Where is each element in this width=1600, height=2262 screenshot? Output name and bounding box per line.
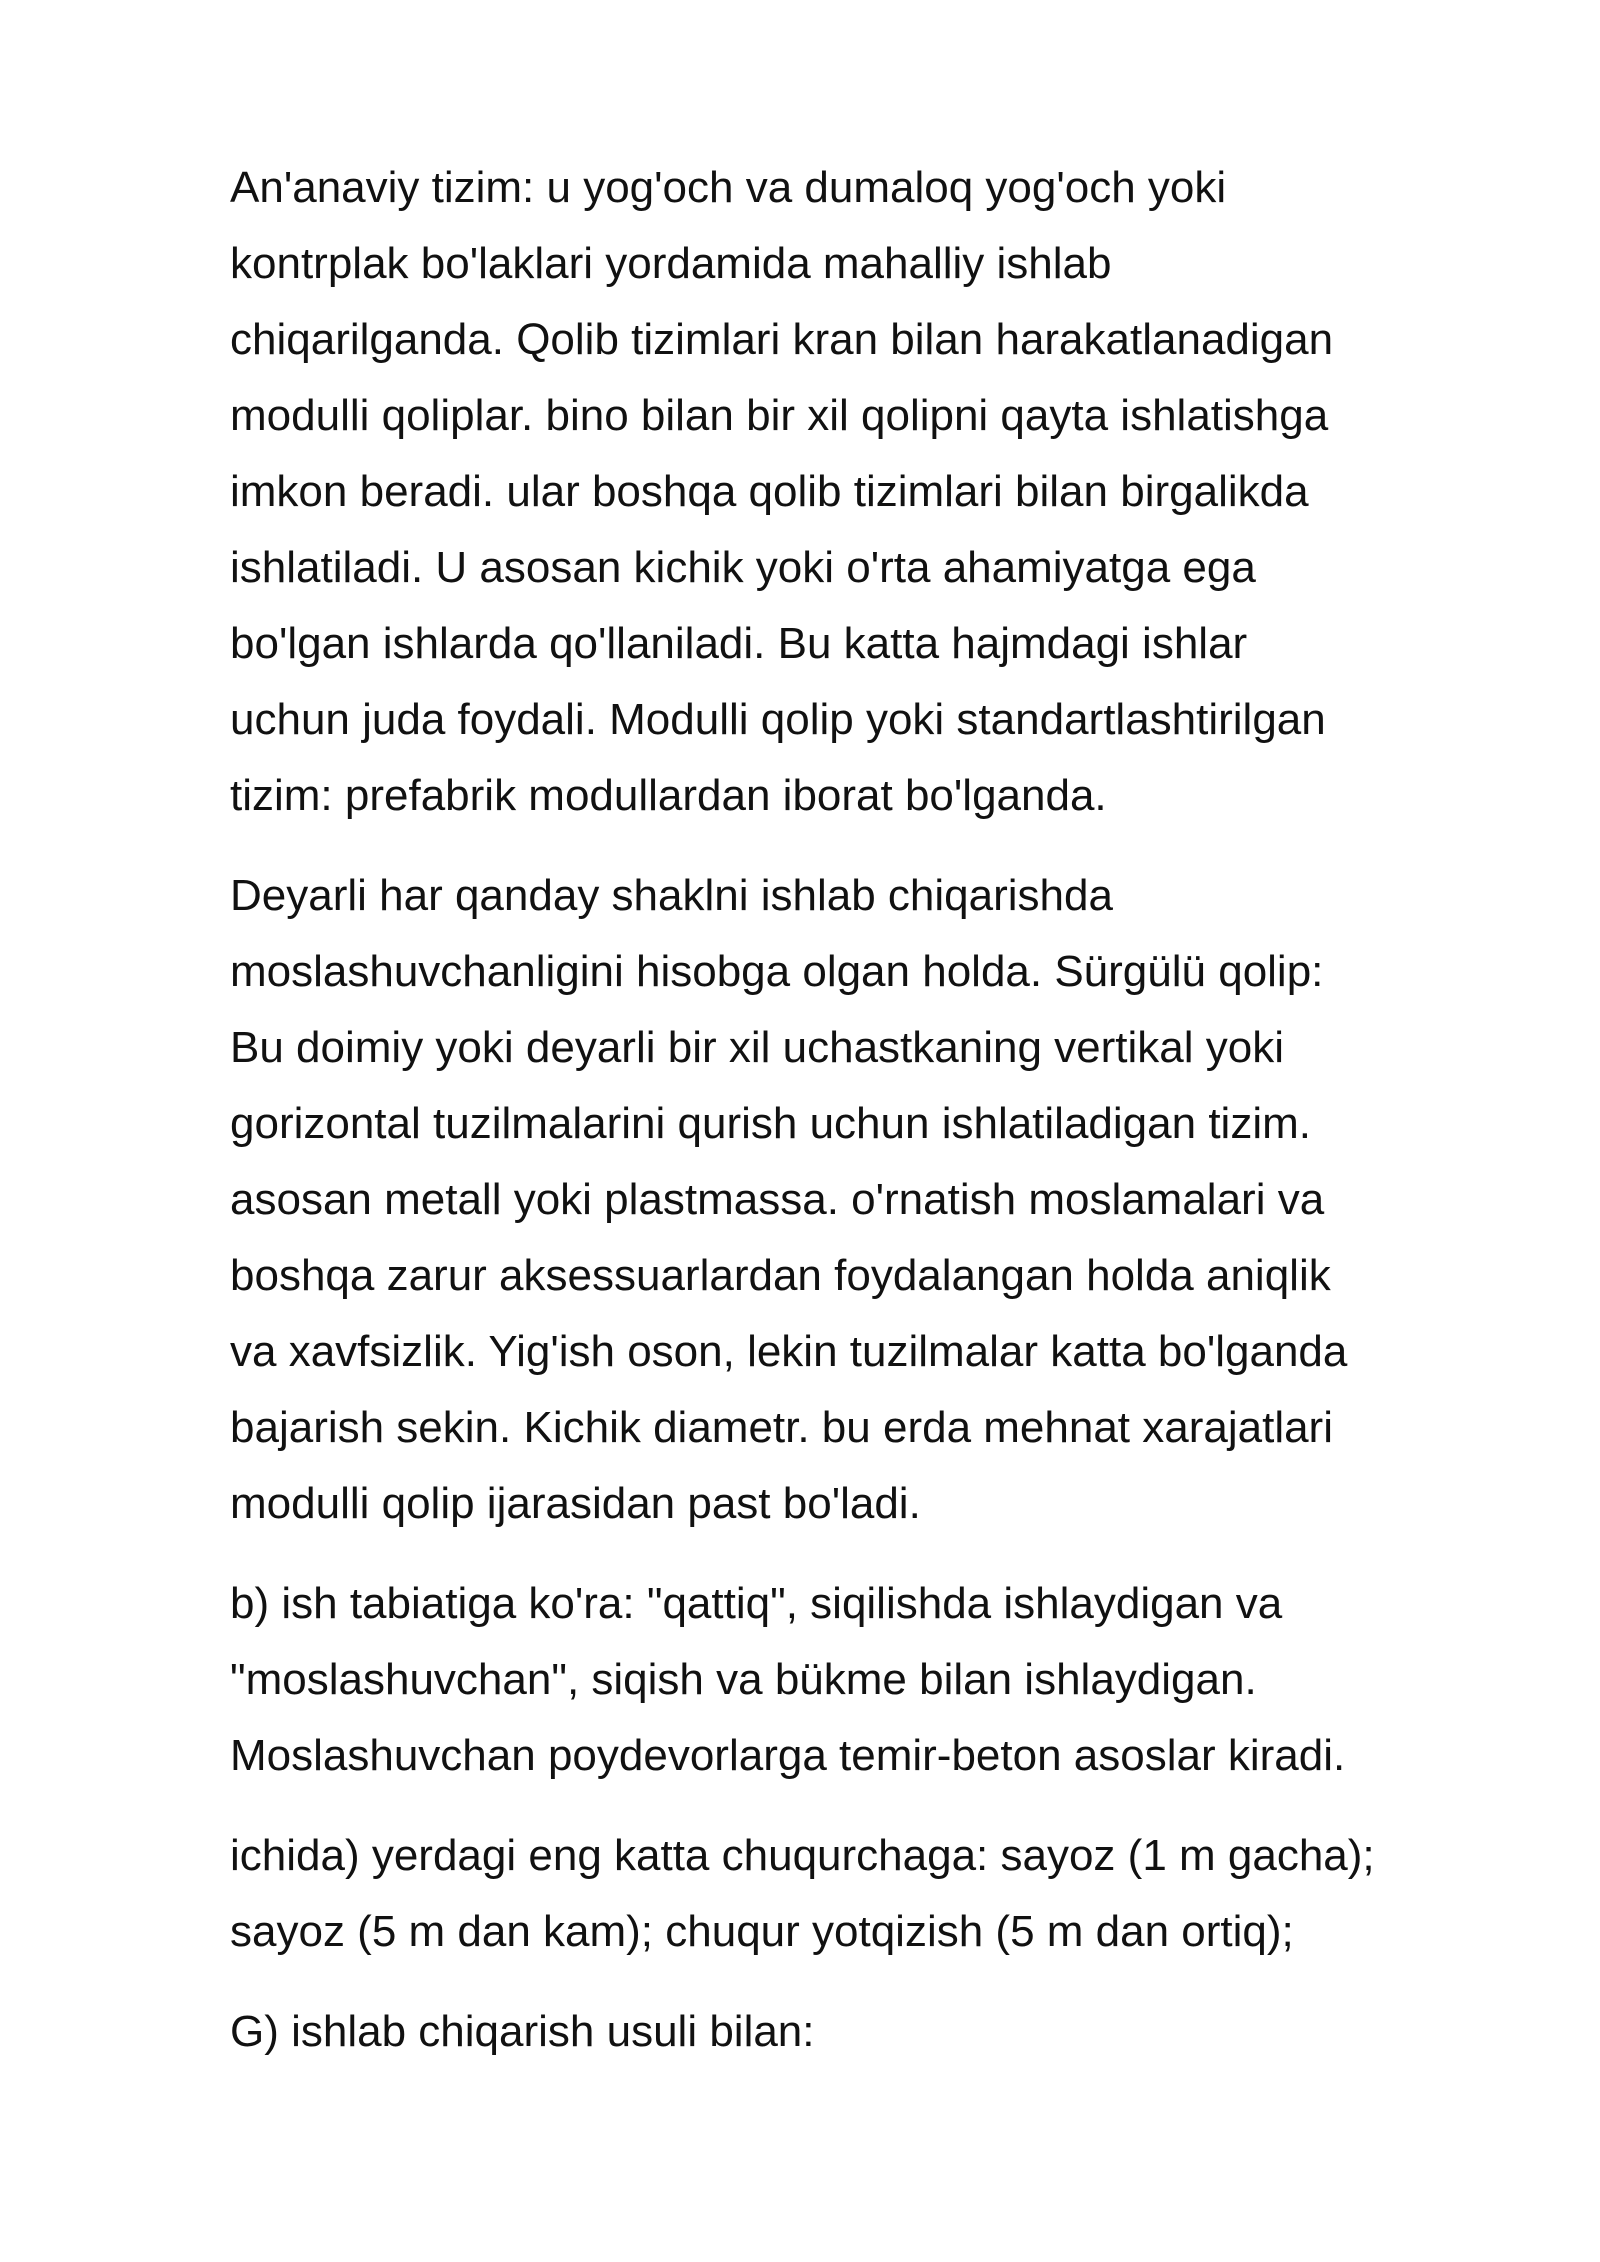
paragraph-2 <box>230 858 1520 1542</box>
text-line: Moslashuvchan poydevorlarga temir-beton asoslar kiradi. <box>230 1731 1346 1780</box>
paragraph-5 <box>230 1994 1520 2070</box>
text-line: gorizontal tuzilmalarini qurish uchun ishlatiladigan tizim. <box>230 1099 1311 1148</box>
text-line: Bu doimiy yoki deyarli bir xil uchastkaning vertikal yoki <box>230 1023 1284 1072</box>
text-line: ishlatiladi. U asosan kichik yoki o'rta ahamiyatga ega <box>230 543 1256 592</box>
text-line: b) ish tabiatiga ko'ra: "qattiq", siqilishda ishlaydigan va <box>230 1579 1283 1628</box>
text-line: va xavfsizlik. Yig'ish oson, lekin tuzilmalar katta bo'lganda <box>230 1327 1348 1376</box>
text-line: tizim: prefabrik modullardan iborat bo'lganda. <box>230 771 1107 820</box>
text-line: G) ishlab chiqarish usuli bilan: <box>230 2007 815 2056</box>
text-line: imkon beradi. ular boshqa qolib tizimlari bilan birgalikda <box>230 467 1309 516</box>
paragraph-1 <box>230 150 1520 834</box>
text-line: An'anaviy tizim: u yog'och va dumaloq yog'och yoki <box>230 163 1227 212</box>
paragraph-3 <box>230 1566 1520 1794</box>
text-line: "moslashuvchan", siqish va bükme bilan ishlaydigan. <box>230 1655 1257 1704</box>
text-line: asosan metall yoki plastmassa. o'rnatish moslamalari va <box>230 1175 1325 1224</box>
text-line: boshqa zarur aksessuarlardan foydalangan holda aniqlik <box>230 1251 1331 1300</box>
text-line: bo'lgan ishlarda qo'llaniladi. Bu katta hajmdagi ishlar <box>230 619 1248 668</box>
text-line: ichida) yerdagi eng katta chuqurchaga: sayoz (1 m gacha); <box>230 1831 1375 1880</box>
paragraph-4 <box>230 1818 1520 1970</box>
text-line: uchun juda foydali. Modulli qolip yoki standartlashtirilgan <box>230 695 1326 744</box>
text-line: kontrplak bo'laklari yordamida mahalliy ishlab <box>230 239 1112 288</box>
text-line: modulli qoliplar. bino bilan bir xil qolipni qayta ishlatishga <box>230 391 1329 440</box>
text-line: moslashuvchanligini hisobga olgan holda. Sürgülü qolip: <box>230 947 1324 996</box>
text-line: Deyarli har qanday shaklni ishlab chiqarishda <box>230 871 1113 920</box>
document-body <box>230 150 1520 2094</box>
text-line: sayoz (5 m dan kam); chuqur yotqizish (5 m dan ortiq); <box>230 1907 1294 1956</box>
text-line: modulli qolip ijarasidan past bo'ladi. <box>230 1479 921 1528</box>
text-line: chiqarilganda. Qolib tizimlari kran bilan harakatlanadigan <box>230 315 1334 364</box>
text-line: bajarish sekin. Kichik diametr. bu erda mehnat xarajatlari <box>230 1403 1333 1452</box>
